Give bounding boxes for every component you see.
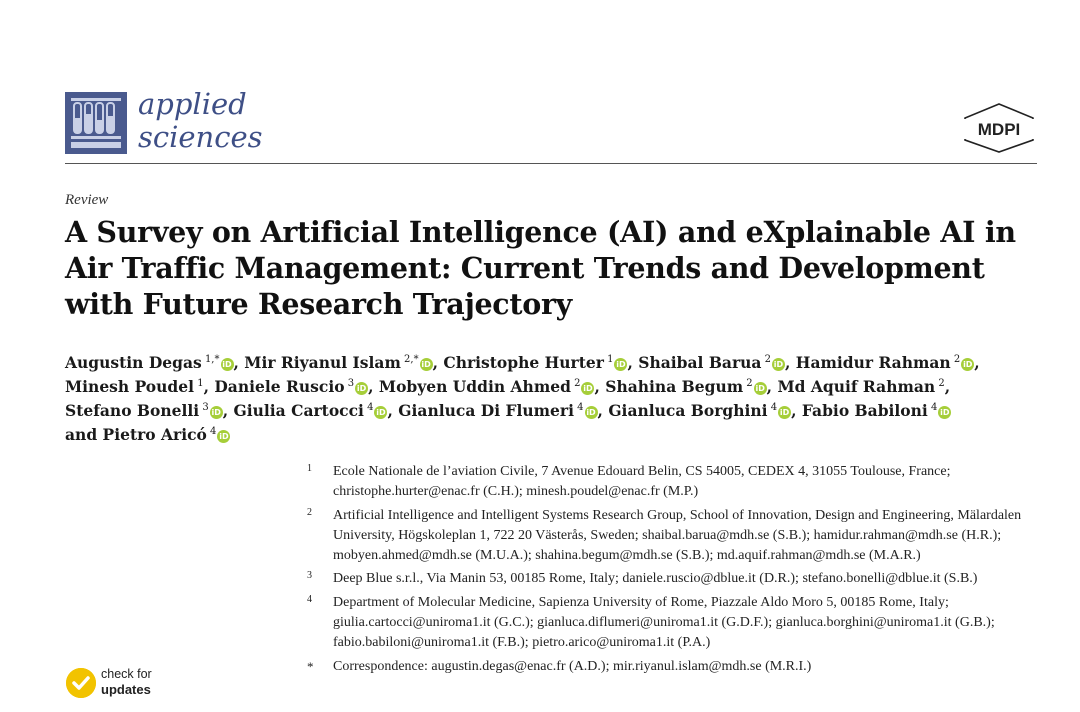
author-name: Daniele Ruscio (214, 377, 345, 396)
author-separator: , (368, 377, 379, 396)
affiliation-text: Artificial Intelligence and Intelligent Systems Research Group, School of Innovation, Design and Engineering, Mälardalen University, Högskoleplan 1, 722 20 Västerås, Sweden; shaibal.barua@mdh.se (S.B.); hamidur.rahman@mdh.se (H.R.); mobyen.ahmed@mdh.se (M.U.A.); shahina.begum@mdh.se (S.B.); md.aquif.rahman@mdh.se (M.A.R.) (333, 507, 1022, 564)
author-separator: , (594, 377, 606, 396)
author-separator: , (785, 353, 796, 372)
affiliation-text: Ecole Nationale de l’aviation Civile, 7 Avenue Edouard Belin, CS 54005, CEDEX 4, 31055 Toulouse, France; christophe.hurter@enac.fr (C.H.); minesh.poudel@enac.fr (M.P.) (333, 464, 951, 500)
author-name: Mir Riyanul Islam (244, 353, 401, 372)
author-name: Fabio Babiloni (801, 401, 928, 420)
affiliation-number: 2 (307, 506, 312, 518)
publisher-name: MDPI (977, 120, 1021, 139)
author-name: Christophe Hurter (443, 353, 604, 372)
orcid-icon[interactable]: iD (421, 360, 431, 369)
author-affiliation-marker: 3 (344, 378, 355, 389)
orcid-icon[interactable]: iD (222, 360, 232, 369)
article-title: A Survey on Artificial Intelligence (AI) and eXplainable AI in Air Traffic Management: Current Trends and Development with Future Research Trajectory (65, 215, 1016, 321)
author-separator: , (597, 401, 609, 420)
check-updates-line2: updates (101, 682, 151, 697)
author-name: Mobyen Uddin Ahmed (378, 377, 571, 396)
article-type: Review (65, 192, 109, 208)
affiliation-item (305, 506, 1045, 567)
affiliation-item (305, 593, 1045, 654)
affiliation-number: 3 (307, 570, 312, 582)
orcid-icon[interactable]: iD (940, 408, 950, 417)
author-affiliation-marker: 1,* (201, 354, 220, 365)
affiliation-number: * (307, 658, 314, 674)
author-affiliation-marker: 1 (194, 378, 204, 389)
author-separator: , (203, 377, 215, 396)
author-name: Giulia Cartocci (233, 401, 364, 420)
orcid-icon[interactable]: iD (755, 384, 765, 393)
author-list (65, 351, 1040, 447)
orcid-icon[interactable]: iD (356, 384, 367, 393)
author-name: Minesh Poudel (65, 377, 195, 396)
journal-name (138, 88, 263, 154)
affiliation-item (305, 569, 1045, 589)
orcid-icon[interactable]: iD (616, 360, 626, 369)
author-affiliation-marker: 2 (950, 354, 961, 365)
author-separator: , (432, 353, 444, 372)
affiliation-number: 4 (307, 593, 312, 605)
orcid-icon[interactable]: iD (219, 432, 229, 441)
affiliation-text: Correspondence: augustin.degas@enac.fr (A.D.); mir.riyanul.islam@mdh.se (M.R.I.) (333, 658, 812, 674)
author-name: Gianluca Borghini (608, 401, 768, 420)
author-separator: , (974, 353, 980, 372)
author-affiliation-marker: 4 (573, 402, 584, 413)
orcid-icon[interactable]: iD (376, 408, 386, 417)
orcid-icon[interactable]: iD (963, 360, 973, 369)
author-name: Hamidur Rahman (795, 353, 951, 372)
checkmark-icon (66, 668, 96, 698)
journal-name-line1: applied (138, 87, 247, 121)
author-affiliation-marker: 4 (927, 402, 938, 413)
author-name: Md Aquif Rahman (777, 377, 936, 396)
author-affiliation-marker: 1 (603, 354, 614, 365)
author-affiliation-marker: 4 (206, 426, 217, 437)
orcid-icon[interactable]: iD (583, 384, 593, 393)
test-tubes-icon (65, 92, 127, 154)
author-separator: , (766, 377, 778, 396)
author-affiliation-marker: 2 (935, 378, 945, 389)
author-affiliation-marker: 4 (363, 402, 374, 413)
orcid-icon[interactable]: iD (779, 408, 790, 417)
author-affiliation-marker: 3 (199, 402, 209, 413)
author-separator: , (791, 401, 802, 420)
check-for-updates-label (101, 667, 152, 697)
header-divider (65, 163, 1037, 164)
orcid-icon[interactable]: iD (773, 360, 784, 369)
author-name: Gianluca Di Flumeri (398, 401, 574, 420)
author-affiliation-marker: 4 (767, 402, 778, 413)
check-updates-line1: check for (101, 667, 152, 681)
journal-header (65, 88, 1037, 164)
affiliation-item (305, 462, 1045, 503)
author-separator: , (627, 353, 639, 372)
affiliation-item (305, 657, 1045, 677)
author-affiliation-marker: 2,* (400, 354, 419, 365)
author-separator: , (944, 377, 951, 396)
author-affiliation-marker: 2 (570, 378, 581, 389)
author-affiliation-marker: 2 (743, 378, 753, 389)
affiliation-text: Department of Molecular Medicine, Sapienza University of Rome, Piazzale Aldo Moro 5, 00185 Rome, Italy; giulia.cartocci@uniroma1.it (G.C.); gianluca.diflumeri@uniroma1.it (G.D.F.); gianluca.borghini@uniroma1.it (G.B.); fabio.babiloni@uniroma1.it (F.B.); pietro.arico@uniroma1.it (P.A.) (333, 594, 995, 651)
author-separator: , (387, 401, 399, 420)
check-for-updates-button[interactable] (66, 666, 176, 700)
orcid-icon[interactable]: iD (586, 408, 596, 417)
author-name: Stefano Bonelli (65, 401, 200, 420)
author-name: Augustin Degas (65, 353, 202, 372)
journal-name-line2: sciences (138, 120, 263, 154)
affiliation-number: 1 (307, 463, 312, 474)
author-name: Shaibal Barua (638, 353, 762, 372)
author-separator: , (233, 353, 245, 372)
author-name: Shahina Begum (605, 377, 744, 396)
mdpi-logo (961, 102, 1037, 154)
author-separator: , (222, 401, 234, 420)
author-affiliation-marker: 2 (761, 354, 771, 365)
author-name: and Pietro Aricó (65, 425, 207, 444)
affiliations-list (305, 462, 1045, 680)
orcid-icon[interactable]: iD (211, 408, 221, 417)
affiliation-text: Deep Blue s.r.l., Via Manin 53, 00185 Rome, Italy; daniele.ruscio@dblue.it (D.R.); stefano.bonelli@dblue.it (S.B.) (333, 571, 978, 587)
